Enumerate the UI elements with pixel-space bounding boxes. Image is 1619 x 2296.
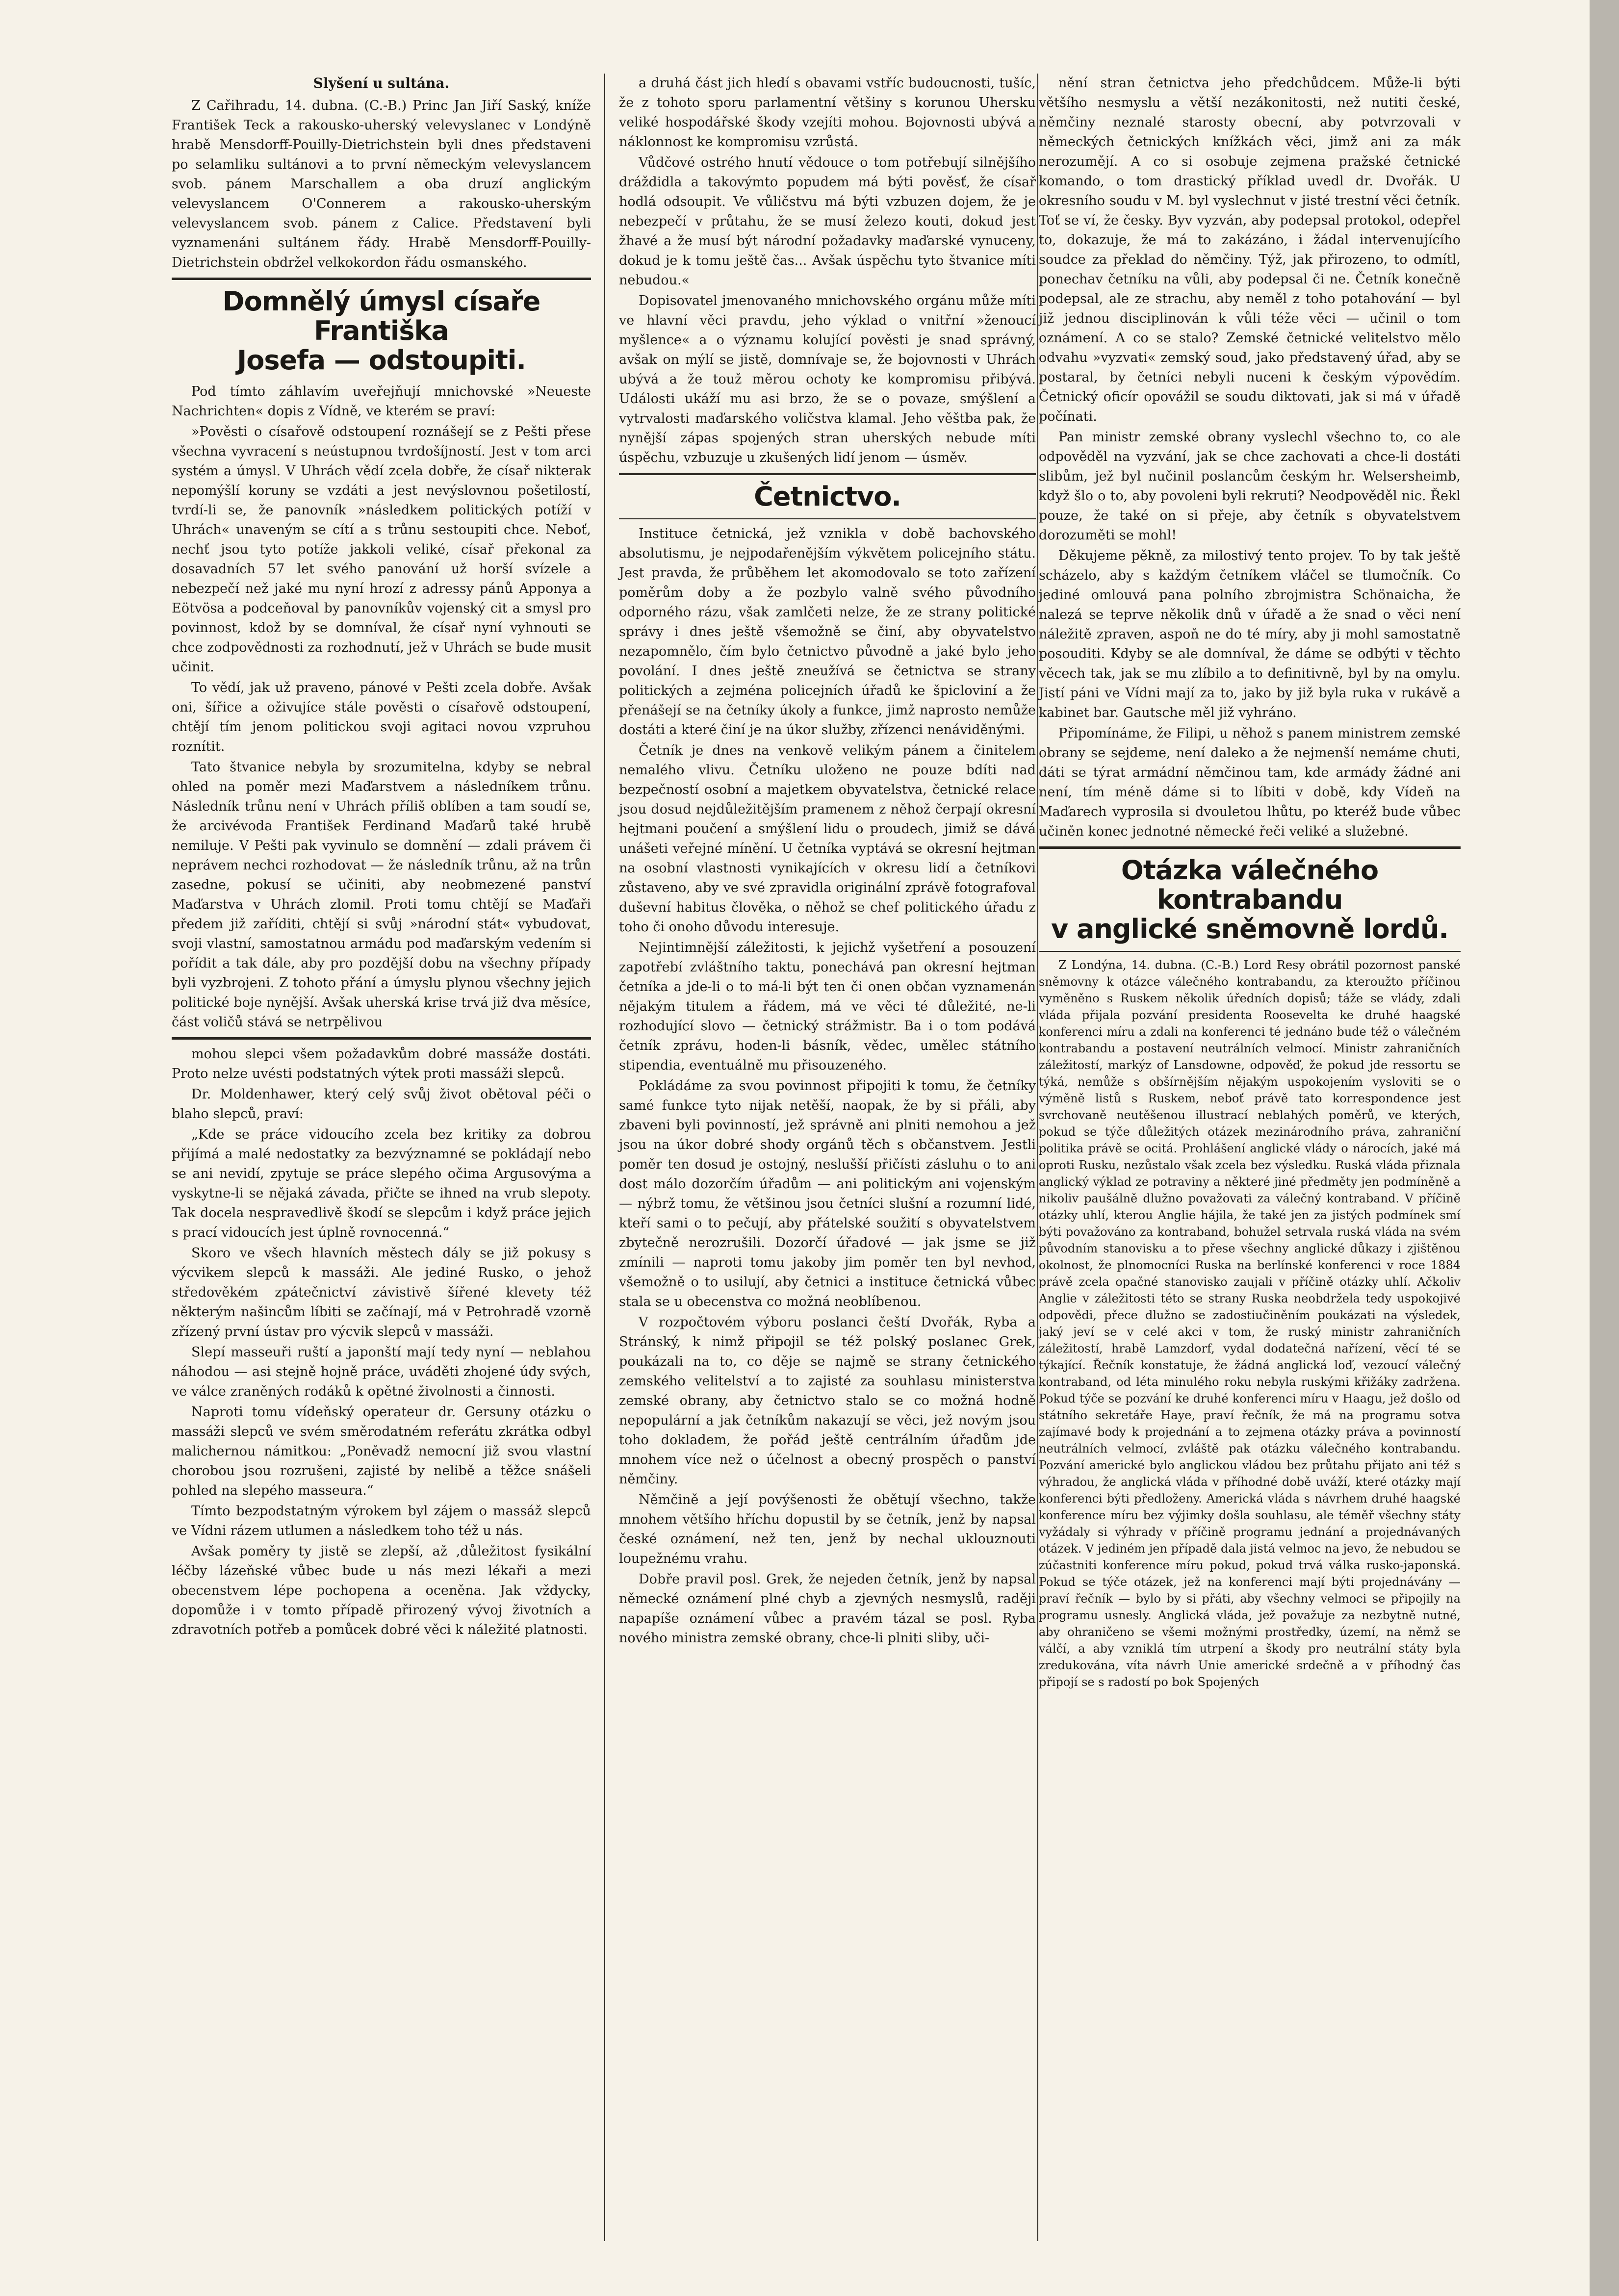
blind-paragraph: Avšak poměry ty jistě se zlepší, až ,důležitost fysikální léčby lázeňské vůbec bude u nás mezi lékaři a mezi obecenstvem lépe pochopena a oceněna. Jak vždycky, dopomůže i v tomto případě přirozený vývoj životních a zdravotních potřeb a pomůcek dobré věci k náležité platnosti.: [172, 1544, 591, 1637]
divider: [172, 278, 591, 280]
police-paragraph: Pokládáme za svou povinnost připojiti k tomu, že četníky samé funkce tyto nijak netěší, naopak, že by si přáli, aby zbaveni byli povinností, jež správně ani plniti nemohou a jež jsou na úkor dobré shody orgánů těch s občanstvem. Jestli poměr ten dosud je ostojný, neslušší přičísti zásluhu o to ani dost málo dozorčím úřadům — ani politickým ani vojenským — nýbrž tomu, že většinou jsou četníci slušní a rozumní lidé, kteří sami o to pečují, aby přátelské soužití s obyvatelstvem zbytečně nerozrušili. Dozorčí úřadové — jak jsme se již zmínili — naproti tomu jakoby jim poměr ten byl nevhod, všemožně o to usilují, aby četnici a instituce četnická vůbec stala se u obecenstva co možná neoblíbenou.: [619, 1078, 1036, 1309]
divider: [1039, 951, 1461, 952]
contraband-heading: [1039, 856, 1461, 944]
blind-paragraph: Tímto bezpodstatným výrokem byl zájem o massáž slepců ve Vídni rázem utlumen a následkem toho též u nás.: [172, 1504, 591, 1538]
blind-paragraph: Skoro ve všech hlavních městech dály se již pokusy s výcvikem slepců k massáži. Ale jediné Rusko, o jehož středověkém zpátečnictví závistivě šířené klevety též některým našincům líbiti se začínají, má v Petrohradě vzorně zřízený první ústav pro výcvik slepců v massáži.: [172, 1246, 591, 1339]
police-heading: Četnictvo.: [754, 481, 901, 512]
divider: [172, 1037, 591, 1040]
blind-paragraph: mohou slepci všem požadavkům dobré massáže dostáti. Proto nelze uvésti podstatných výtek proti massáži slepců.: [172, 1046, 591, 1081]
column-3: [1039, 74, 1461, 1691]
blind-paragraph: Dr. Moldenhawer, který celý svůj život obětoval péči o blaho slepců, praví:: [172, 1087, 591, 1122]
contraband-text: Z Londýna, 14. dubna. (C.-B.) Lord Resy obrátil pozornost panské sněmovny k otázce válečného kontrabandu, za kteroužto příčinou vyměněno s Ruskem několik úředních dopisů; táže se vlády, zdali vláda přijala pozvání presidenta Roosevelta ke druhé haagské konferenci míru a zdali na konferenci té jednáno bude též o válečném kontrabandu a postavení neutrálních velmocí. Ministr zahraničních záležitostí, markýz of Lansdowne, odpověď, že pokud jde ressortu se týká, nemůže s obšírnějším nějakým uspokojením vysloviti se o výměně listů s Ruskem, neboť právě tato korrespondence jest svrchovaně neutěšenou illustrací neblahých poměrů, ve kterých, pokud se týče důležitých otázek mezinárodního práva, zahraniční politika právě se ocitá. Prohlášení anglické vlády o nárocích, jaké má oproti Rusku, nezůstalo však zcela bez výsledku. Ruská vláda přiznala anglický výklad ze potraviny a některé jiné předměty jen podmíněně a nikoliv paušálně dlužno považovati za válečný kontraband. V příčině otázky uhlí, kterou Anglie hájila, že také jen za jistých podmínek smí býti považováno za kontraband, bohužel setrvala ruská vláda na svém původním stanovisku a to přese všechny anglické důkazy i zjištěnou okolnost, že plnomocníci Ruska na berlínské konferenci v roce 1884 právě zcela opačné stanovisko zaujali v příčině otázky uhlí. Ačkoliv Anglie v záležitosti této se strany Ruska neobdržela tedy uspokojivé odpovědi, přece dlužno se zadostiučiněním poukázati na výsledek, jaký jeví se v celé akci v tom, že ruský ministr zahraničních záležitostí, hrabě Lamzdorf, vydal dodatečná nařízení, věcí té se týkající. Řečník konstatuje, že žádná anglická loď, vezoucí válečný kontraband, od léta minulého roku nebyla ruskými křižáky zadržena. Pokud týče se pozvání ke druhé konferenci míru v Haagu, jež došlo od státního sekretáře Haye, praví řečník, že má na programu sotva zajímavé body k projednání a to zejmena otázky práva a povinností neutrálních velmocí, zvláště pak otázku válečného kontrabandu. Pozvání americké bylo anglickou vládou bez průtahu přijato ani též s výhradou, že anglická vláda v příhodné době uváží, které otázky mají konferenci býti předloženy. Americká vláda s návrhem druhé haagské konference míru bez výjimky došla souhlasu, ale téměř všechny státy vyžádaly si výhrady v příčině programu jednání a projednávaných otázek. V jediném jen případě dala jistá velmoc na jevo, že nebudou se zúčastniti konference míru pokud, pokud trvá válka rusko-japonská. Pokud se týče otázek, jež na konferenci mají býti projednávány — praví řečník — bylo by si přáti, aby všechny velmoci se připojily na programu usnesly. Anglická vláda, jež považuje za nezbytně nutné, aby ohraničeno se všemi možnými prostředky, území, na němž se válčí, a aby vzniklá tím utrpení a škody pro neutrální státy byla zredukována, víta návrh Unie americké srdečně a v příhodný čas připojí se s radostí po bok Spojených: [1039, 958, 1461, 1689]
franz-heading: [172, 287, 591, 375]
police-paragraph: Nejintimnější záležitosti, k jejichž vyšetření a posouzení zapotřebí zvláštního taktu, ponechává pan okresní hejtman četníka a jde-li o to má-li být ten či onen občan vyznamenán nějakým titulem a řádem, má ve věci té důležité, ne-li rozhodující slovo — četnický strážmistr. Ba i o tom podává četník zprávu, hoden-li básník, vědec, umělec státního stipendia, eventuálně mu přisouzeného.: [619, 940, 1036, 1073]
sultan-heading: Slyšení u sultána.: [313, 75, 450, 91]
column-rule: [1037, 74, 1038, 2241]
franz-paragraph: Tato štvanice nebyla by srozumitelna, kdyby se nebral ohled na poměr mezi Maďarstvem a následníkem trůnu. Následník trůnu není v Uhrách příliš oblíben a tam soudí se, že arcivévoda František Ferdinand Maďarů také hrubě nemiluje. V Pešti pak vyvinulo se domnění — zdali právem či neprávem nechci rozhodovat — že následník trůnu, až na trůn zasedne, pokusí se učiniti, aby neobmezené panství Maďarstva v Uhrách zlomil. Proti tomu chtějí se Maďaři předem již zaříditi, chtějí si svůj »národní stát« vybudovat, svoji vlastní, samostatnou armádu pod maďarským vedením si pořídit a tak dále, aby pro pozdější dobu na všechny případy byli vyzbrojeni. Z tohoto přání a úmyslu plynou všechny jejich politické boje nynější. Avšak uherská krise trvá již dva měsíce, část voličů stává se netrpělivou: [172, 760, 591, 1030]
franz-heading-line1: Domnělý úmysl císaře Františka: [222, 286, 540, 346]
blind-paragraph: Slepí masseuři ruští a japonští mají tedy nyní — neblahou náhodou — asi stejně hojně práce, uváděti zhojené údy svých, ve válce zraněných rodáků k opětné živolnosti a činnosti.: [172, 1345, 591, 1399]
franz-heading-line2: Josefa — odstoupiti.: [237, 345, 526, 376]
police-paragraph: Četník je dnes na venkově velikým pánem a činitelem nemalého vlivu. Četníku uloženo ne pouze bdíti nad bezpečností osobní a majetkem obyvatelstva, četnické relace jsou dosud nejdůležitějším pramenem z něhož čerpají okresní hejtmani poučení a smýšlení lidu o proudech, jimiž se dává unášeti veřejné mínění. U četníka vyptává se okresní hejtman na osobní vlastnosti vynikajících v okresu lidí a četníkovi zůstaveno, aby ve své zpravidla originální zprávě fotografoval duševní habitus člověka, o něhož se chef politického úřadu z toho či onoho důvodu interesuje.: [619, 743, 1036, 935]
hungary-paragraph: Vůdčové ostrého hnutí vědouce o tom potřebují silnějšího dráždidla a takovýmto popudem má býti pověsť, že císař hodlá odsoupit. Ve vůličstvu má býti vzbuzen dojem, že je nebezpečí v průtahu, že se musí železo kouti, dokud jest žhavé a že musí být národní požadavky maďarské vynuceny, dokud je k tomu ještě čas... Avšak úspěchu tyto štvanice míti nebudou.«: [619, 155, 1036, 288]
sultan-text: Z Cařihradu, 14. dubna. (C.-B.) Princ Jan Jiří Saský, kníže František Teck a rakousko-uherský velevyslanec v Londýně hrabě Mensdorff-Pouilly-Dietrichstein byli dnes představeni po selamliku sultánovi a to první německým velevyslancem svob. pánem Marschallem a oba druzí anglickým velevyslancem O'Connerem a rakousko-uherským velevyslancem svob. pánem z Calice. Představení byli vyznamenáni sultánem řády. Hrabě Mensdorff-Pouilly-Dietrichstein obdržel velkokordon řádu osmanského.: [172, 98, 591, 270]
divider: [619, 518, 1036, 519]
contraband-heading-line1: Otázka válečného kontrabandu: [1121, 855, 1379, 915]
police-cont-paragraph: Připomínáme, že Filipi, u něhož s panem ministrem zemské obrany se sejdeme, není daleko a že nejmenší nemáme chuti, dáti se týrat armádní němčinou tam, kde armády žádné ani není, tím méně dáme si to líbiti v době, kdy Vídeň na Maďarech vyprosila si dvouletou lhůtu, po kteréž bude vůbec učiněn konec jednotné německé řeči veliké a služebné.: [1039, 726, 1461, 839]
franz-paragraph: Pod tímto záhlavím uveřejňují mnichovské »Neueste Nachrichten« dopis z Vídně, ve kterém se praví:: [172, 384, 591, 419]
blind-paragraph: Naproti tomu vídeňský operateur dr. Gersuny otázku o massáži slepců ve svém směrodatném referátu zkrátka odbyl malichernou námitkou: „Poněvadž nemocní již svou vlastní chorobou jsou rozrušeni, zajisté by nelibě a těžce snášeli pohled na slepého masseura.“: [172, 1404, 591, 1498]
police-paragraph: Instituce četnická, jež vznikla v době bachovského absolutismu, je nejpodařenějším výkvětem policejního státu. Jest pravda, že průběhem let akomodovalo se toto zařízení poměrům doby a že pozbylo valně svého původního odporného rázu, však zamlčeti nelze, že ze strany politické správy i dnes ještě všemožně se činí, aby obyvatelstvo nezapomnělo, čím bylo četnictvo původně a jaké bylo jeho povolání. I dnes ještě zneužívá se četnictva se strany politických a zejména policejních úřadů ke špicloviní a že přenášejí se na četníky úkoly a funkce, jimž naprosto nemůže dostáti a které činí je na úkor služby, zřízenci nenáviděnými.: [619, 526, 1036, 738]
police-cont-paragraph: Děkujeme pěkně, za milostivý tento projev. To by tak ještě scházelo, aby s každým četníkem vláčel se tlumočník. Co jediné omlouvá pana polního zbrojmistra Schönaicha, že nalezá se teprve několik dnů v úřadě a že snad o věci není náležitě zpraven, aspoň ne do té míry, aby ji mohl samostatně posouditi. Kdyby se ale domníval, že dáme se odbýti v těchto věcech tak, jak se mu zlíbilo a to definitivně, byl by na omylu. Jistí páni ve Vídni mají za to, jako by již byla ruka v rukávě a kabinet bar. Gautsche měl již vyhráno.: [1039, 548, 1461, 720]
divider: [619, 473, 1036, 475]
hungary-paragraph: a druhá část jich hledí s obavami vstříc budoucnosti, tušíc, že z tohoto sporu parlamentní většiny s korunou Uhersku veliké hospodářské škody vzejíti mohou. Bojovnosti ubývá a náklonnost ke kompromisu vzrůstá.: [619, 76, 1036, 150]
police-cont-paragraph: Pan ministr zemské obrany vyslechl všechno to, co ale odpověděl na vyzvání, jak se chce zachovati a chce-li dostáti slibům, jež byl nučinil poslancům českým hr. Welsersheimb, když šlo o to, aby povoleni byli rekruti? Neodpověděl nic. Řekl pouze, že také on si přeje, aby četník s obyvatelstvem dorozuměti se mohl!: [1039, 430, 1461, 543]
contraband-heading-line2: v anglické sněmovně lordů.: [1051, 914, 1448, 944]
franz-paragraph: To vědí, jak už praveno, pánové v Pešti zcela dobře. Avšak oni, šířice a oživujíce stále pověsti o císařově odstoupení, chtějí tím jenom politickou svoji agitaci novou vzpruhou roznítit.: [172, 680, 591, 754]
police-paragraph: V rozpočtovém výboru poslanci čeští Dvořák, Ryba a Stránský, k nimž připojil se též polský poslanec Grek, poukázali na to, co děje se najmě se strany četnického zemského velitelství a to zajisté za souhlasu ministerstva zemské obrany, aby četnictvo stalo se co možná hodně nepopulární a jak četníkům nakazují se věci, jež novým jsou toho dokladem, že pořád ještě centrálním úřadům jde mnohem více než o účelnost a obecný prospěch o panství němčiny.: [619, 1315, 1036, 1487]
police-cont-paragraph: nění stran četnictva jeho předchůdcem. Může-li býti většího nesmyslu a větší nezákonitosti, než nutiti české, němčiny neznalé starosty obecní, aby potvrzovali v německých četnických knížkách věci, jimž ani za mák nerozumějí. A co si osobuje zejmena pražské četnické komando, o tom drastický příklad uvedl dr. Dvořák. U okresního soudu v M. byl vyslechnut v jisté trestní věci četník. Toť se ví, že česky. Byv vyzván, aby podepsal protokol, odepřel to, dokazuje, že má to zakázáno, i žádal intervenujícího soudce za překlad do němčiny. Týž, jak přirozeno, to odmítl, ponechav četníku na vůli, aby podepsal či ne. Četník konečně podepsal, ale ze strachu, aby neměl z toho potahování — byl již jednou disciplinován k vůli téže věci — učinil o tom oznámení. A co se stalo? Zemské četnické velitelstvo mělo odvahu »vyzvati« zemský soud, jako představený úřad, aby se postaral, by četníci nebyli nuceni k českým výpovědím. Četnický oficír opovážil se soudu diktovati, jak si má v úřadě počínati.: [1039, 76, 1461, 424]
police-paragraph: Němčině a její povýšenosti že obětují všechno, takže mnohem většího hříchu dopustil by se četník, jenž by napsal české oznámení, než ten, jenž by nechal uklouznouti loupežnému vrahu.: [619, 1492, 1036, 1566]
blind-paragraph: „Kde se práce vidoucího zcela bez kritiky za dobrou přijímá a malé nedostatky za bezvýznamné se pokládají nebo se ani nevidí, zpytuje se práce slepého očima Argusovýma a vyskytne-li se nějaká závada, přičte se ihned na vrub slepoty. Tak docela nespravedlivě škodí se slepcům i když práce jejich s prací vidoucích jest úplně rovnocenná.“: [172, 1127, 591, 1240]
franz-paragraph: »Pověsti o císařově odstoupení roznášejí se z Pešti přese všechna vyvracení s neústupnou tvrdošíjností. Jest v tom arci systém a úmysl. V Uhrách vědí zcela dobře, že císař nikterak nepomýšlí koruny se vzdáti a jest nevýslovnou pošetilostí, tvrdí-li se, že panovník »následkem politických potíží v Uhrách« unaveným se cítí a s trůnu sestoupiti chce. Neboť, nechť jsou tyto potíže jakkoli veliké, císař překonal za dosavadních 57 let svého panování už horší svízele a nebezpečí než jaké mu nyní hrozí z adressy pánů Apponya a Eötvösa a podceňoval by panovníkův vojenský cit a smysl pro povinnost, kdož by se domníval, že císař nyní vyhnouti se chce zodpovědnosti za rozhodnutí, jež v Uhrách se bude musit učinit.: [172, 424, 591, 675]
police-paragraph: Dobře pravil posl. Grek, že nejeden četník, jenž by napsal německé oznámení plné chyb a zjevných nesmyslů, raději napapíše oznámení vůbec a pravém tázal se posl. Ryba nového ministra zemské obrany, chce-li plniti sliby, uči-: [619, 1572, 1036, 1646]
hungary-paragraph: Dopisovatel jmenovaného mnichovského orgánu může míti ve hlavní věci pravdu, jeho výklad o vnitřní »ženoucí myšlence« a o významu kolující pověsti je snad správný, avšak on mýlí se jistě, domnívaje se, že bojovnosti v Uhrách ubývá a že touž měrou ochoty ke kompromisu přibývá. Události ukáží mu asi brzo, že se o povaze, smýšlení a vytrvalosti maďarského voličstva klamal. Jeho věštba pak, že nynější zápas spojených stran uherských nebude míti úspěchu, vzbuzuje u zkušených lidí jenom — úsměv.: [619, 293, 1036, 465]
divider: [1039, 846, 1461, 849]
column-1: [172, 74, 591, 1641]
column-rule: [604, 74, 605, 2241]
column-2: [619, 74, 1036, 1649]
page-edge: [1590, 0, 1619, 2296]
